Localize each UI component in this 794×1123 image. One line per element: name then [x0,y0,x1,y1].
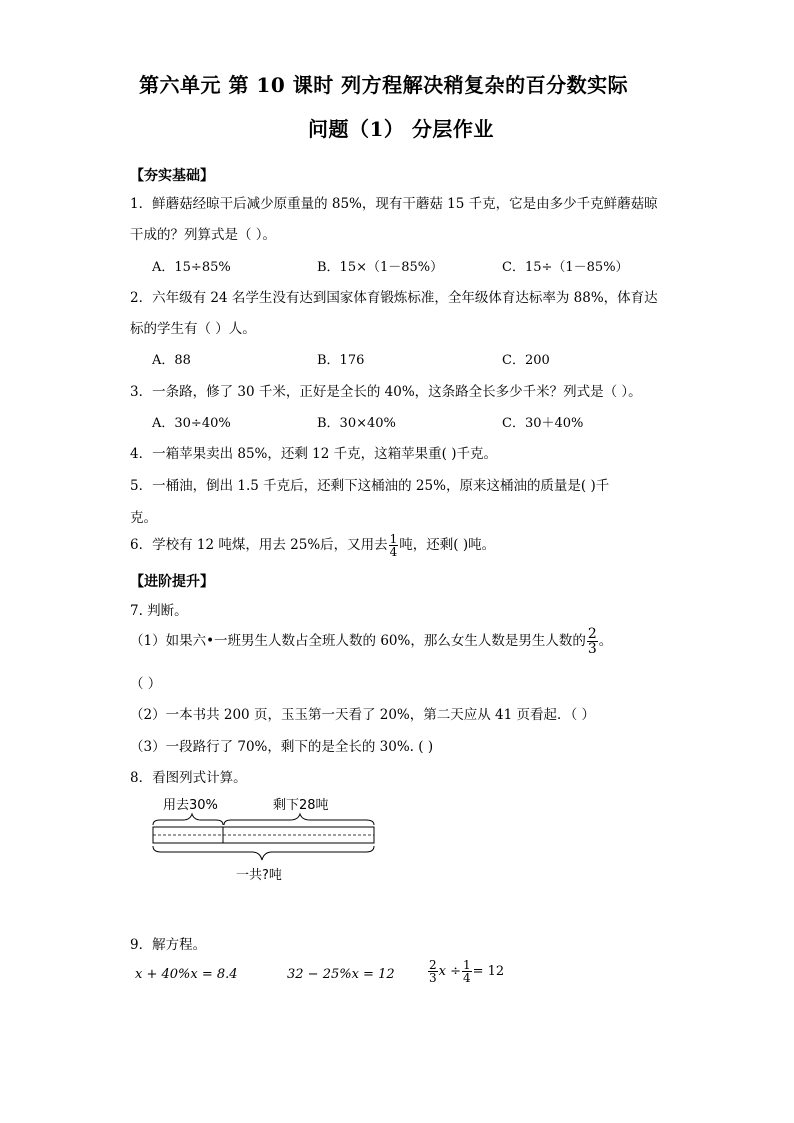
question-6-fraction-denominator: 4 [389,545,398,559]
question-3-option-c[interactable]: C．30＋40% [502,416,584,431]
equation-3-fraction-a-numerator: 2 [429,958,437,972]
question-7-part3: （3）一段路行了 70%，剩下的是全长的 30%. ( ) [130,739,434,755]
question-3-option-a[interactable]: A．30÷40% [152,416,231,431]
diagram-remain-label: 剩下28吨 [273,798,329,813]
equation-3 [427,959,504,984]
question-7-fraction-numerator: 2 [587,626,597,642]
brace-total [153,846,374,860]
question-7-part1-answer[interactable]: （ ） [130,676,162,692]
brace-used [153,814,223,825]
question-2-option-c[interactable]: C．200 [502,353,550,368]
equation-3-fraction-b [462,959,472,984]
question-2-option-b[interactable]: B．176 [317,353,365,368]
brace-remain [224,814,374,825]
question-1-option-c[interactable]: C．15÷（1－85%） [502,260,629,275]
equation-3-fraction-a [428,959,438,984]
question-3-line1: 3．一条路，修了 30 千米，正好是全长的 40%，这条路全长多少千米？列式是（ ）。 [130,384,642,400]
equation-3-fraction-b-numerator: 1 [463,958,471,972]
equation-3-fraction-a-denominator: 3 [429,971,437,985]
question-6-fraction [389,533,399,558]
question-7-part1-end: 。 [598,633,613,649]
question-1-line2: 干成的？列算式是（ ）。 [130,227,277,243]
page-title-line2: 问题（1） 分层作业 [308,117,494,141]
question-7-part1-line [130,627,612,656]
diagram-used-label: 用去30% [163,798,218,813]
question-6-fraction-numerator: 1 [389,532,398,546]
question-7-fraction [587,627,598,656]
question-5-line2: 克。 [130,510,157,526]
equation-3-fraction-b-denominator: 4 [463,971,471,985]
question-7-part2: （2）一本书共 200 页，玉玉第一天看了 20%，第二天应从 41 页看起．（ ） [130,707,596,723]
question-2-line1: 2．六年级有 24 名学生没有达到国家体育锻炼标准，全年级体育达标率为 88%，体育达 [130,290,658,306]
question-3-option-b[interactable]: B．30×40% [317,416,396,431]
equation-1: x + 40%x = 8.4 [135,967,238,982]
question-9-heading: 9．解方程。 [130,937,207,953]
equation-3-middle: x ÷ [438,964,461,979]
question-2-option-a[interactable]: A．88 [152,353,191,368]
question-6-line [130,533,495,558]
question-5-line1: 5．一桶油，倒出 1.5 千克后，还剩下这桶油的 25%，原来这桶油的质量是( )千 [130,478,610,494]
question-7-part1-text: （1）如果六•一班男生人数占全班人数的 60%，那么女生人数是男生人数的 [130,633,586,649]
page-title-line1: 第六单元 第 10 课时 列方程解决稍复杂的百分数实际 [139,73,629,97]
question-4-line1: 4．一箱苹果卖出 85%，还剩 12 千克，这箱苹果重( )千克。 [130,446,497,462]
question-1-option-b[interactable]: B．15×（1－85%） [317,260,444,275]
question-6-text-after: 吨，还剩( )吨。 [399,537,496,553]
question-7-fraction-denominator: 3 [587,641,597,657]
equation-2: 32 − 25%x = 12 [287,967,395,982]
segment-diagram [140,810,390,872]
question-2-line2: 标的学生有（ ）人。 [130,321,256,337]
diagram-total-label: 一共?吨 [236,868,282,883]
question-1-option-a[interactable]: A．15÷85% [152,260,231,275]
question-6-text-before: 6．学校有 12 吨煤，用去 25%后，又用去 [130,537,388,553]
section-basic-heading: 【夯实基础】 [130,168,214,184]
question-1-line1: 1．鲜蘑菇经晾干后减少原重量的 85%，现有干蘑菇 15 千克，它是由多少千克鲜蘑菇晾 [130,196,658,212]
question-7-heading: 7. 判断。 [130,603,188,619]
equation-3-end: = 12 [472,964,505,979]
question-8-heading: 8．看图列式计算。 [130,770,247,786]
section-advanced-heading: 【进阶提升】 [130,574,214,590]
